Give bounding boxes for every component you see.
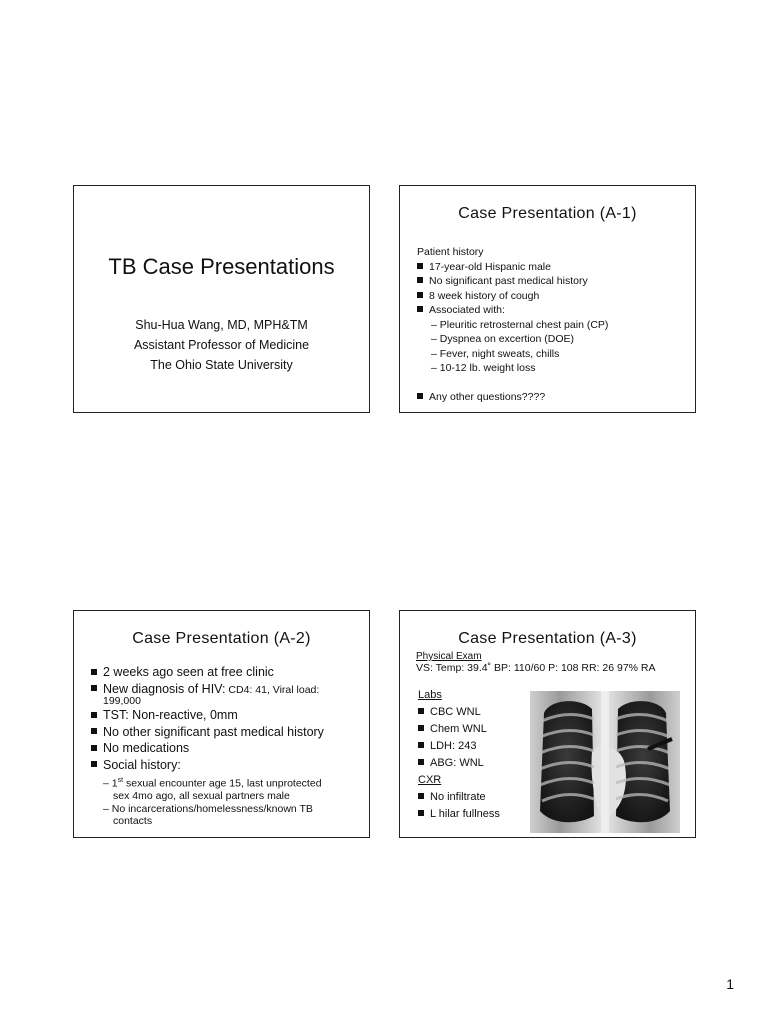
slide-title-card [73, 185, 370, 413]
square-bullet-icon [417, 263, 423, 269]
slide-case-a3 [399, 610, 696, 838]
patient-history-list [417, 260, 687, 405]
sub-list-item: – Pleuritic retrosternal chest pain (CP) [431, 318, 609, 331]
slide-title: Case Presentation (A-2) [132, 630, 311, 647]
labs-heading: Labs [418, 689, 442, 701]
list-item: CBC WNL [418, 704, 500, 721]
presentation-title: TB Case Presentations [108, 254, 335, 279]
square-bullet-icon [418, 810, 424, 816]
labs-section [418, 687, 500, 823]
square-bullet-icon [418, 708, 424, 714]
list-item: No infiltrate [418, 789, 500, 806]
patient-history [417, 245, 687, 404]
slide-case-a2 [73, 610, 370, 838]
cxr-heading: CXR [418, 774, 442, 786]
vital-signs: VS: Temp: 39.4˚ BP: 110/60 P: 108 RR: 26 97% RA [416, 662, 656, 674]
square-bullet-icon [417, 277, 423, 283]
list-item: New diagnosis of HIV: CD4: 41, Viral load: [91, 681, 363, 699]
list-item: LDH: 243 [418, 738, 500, 755]
square-bullet-icon [91, 761, 97, 767]
slide-title: Case Presentation (A-1) [458, 205, 637, 222]
case-details [91, 664, 363, 827]
sub-list-item: – Dyspnea on excertion (DOE) [431, 333, 574, 345]
list-item: Chem WNL [418, 721, 500, 738]
square-bullet-icon [418, 793, 424, 799]
sub-list-item: – 1st sexual encounter age 15, last unprotected sex 4mo ago, all sexual partners male [103, 777, 322, 802]
page-number: 1 [726, 976, 734, 992]
list-item: Associated with: [417, 303, 687, 318]
list-item: No medications [91, 740, 363, 757]
square-bullet-icon [91, 685, 97, 691]
list-item: 2 weeks ago seen at free clinic [91, 664, 363, 681]
list-item: 8 week history of cough [417, 289, 687, 304]
square-bullet-icon [418, 742, 424, 748]
slide-case-a1 [399, 185, 696, 413]
patient-history-heading: Patient history [417, 246, 484, 258]
slide-title: Case Presentation (A-3) [458, 630, 637, 647]
square-bullet-icon [418, 725, 424, 731]
list-item: No significant past medical history [417, 274, 687, 289]
list-item: L hilar fullness [418, 806, 500, 823]
list-item: 17-year-old Hispanic male [417, 260, 687, 275]
list-item: Any other questions???? [417, 390, 687, 405]
list-item: No other significant past medical history [91, 724, 363, 741]
square-bullet-icon [417, 292, 423, 298]
square-bullet-icon [418, 759, 424, 765]
square-bullet-icon [91, 728, 97, 734]
list-item: TST: Non-reactive, 0mm [91, 707, 363, 724]
square-bullet-icon [417, 306, 423, 312]
sub-list-item: – Fever, night sweats, chills [431, 347, 560, 360]
list-item: ABG: WNL [418, 755, 500, 772]
physical-exam-heading: Physical Exam [416, 651, 482, 662]
list-item: Social history: [91, 757, 363, 774]
square-bullet-icon [417, 393, 423, 399]
author-position: Assistant Professor of Medicine [133, 338, 310, 352]
square-bullet-icon [91, 669, 97, 675]
chest-xray-image [530, 691, 680, 833]
author-institution: The Ohio State University [150, 358, 293, 372]
author-name: Shu-Hua Wang, MD, MPH&TM [135, 318, 308, 332]
square-bullet-icon [91, 712, 97, 718]
list-item-continuation: 199,000 [103, 695, 141, 707]
chest-xray-drawing [530, 691, 680, 833]
square-bullet-icon [91, 745, 97, 751]
sub-list-item: – 10-12 lb. weight loss [431, 362, 536, 374]
sub-list-item: – No incarcerations/homelessness/known TB contacts [103, 802, 313, 827]
